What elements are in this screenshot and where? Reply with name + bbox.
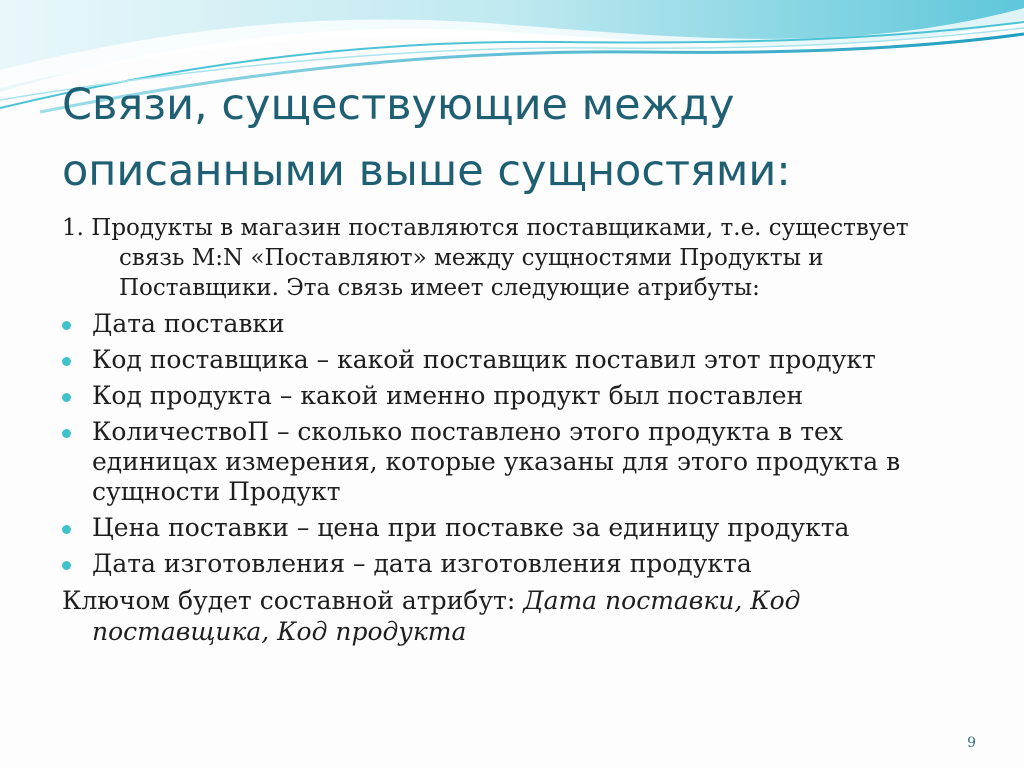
list-item: [62, 309, 962, 339]
list-item: [62, 381, 962, 411]
list-item: [62, 345, 962, 375]
page-number: 9: [967, 735, 976, 751]
composite-key-note: [62, 585, 962, 647]
bullet-dot-icon: [62, 393, 71, 402]
slide-content: [62, 213, 962, 647]
attribute-list: [62, 309, 962, 579]
bullet-dot-icon: [62, 321, 71, 330]
list-item-text: Код поставщика – какой поставщик поставил этот продукт: [92, 345, 876, 374]
list-item-text: Дата поставки: [92, 309, 285, 338]
bullet-dot-icon: [62, 525, 71, 534]
slide-title: Связи, существующие между описанными выше сущностями:: [62, 80, 791, 196]
key-prefix: Ключом будет составной атрибут:: [62, 586, 524, 615]
list-item-text: Дата изготовления – дата изготовления продукта: [92, 549, 752, 578]
list-item: [62, 417, 962, 507]
bullet-dot-icon: [62, 429, 71, 438]
list-item-text: КоличествоП – сколько поставлено этого продукта в тех единицах измерения, которые указаны для этого продукта в сущности Продукт: [92, 417, 901, 506]
list-item: [62, 549, 962, 579]
key-value: Дата поставки, Код поставщика, Код продукта: [92, 586, 801, 646]
list-item-text: Цена поставки – цена при поставке за единицу продукта: [92, 513, 850, 542]
list-item-text: Код продукта – какой именно продукт был поставлен: [92, 381, 804, 410]
bullet-dot-icon: [62, 561, 71, 570]
list-item: [62, 513, 962, 543]
numbered-item: 1. Продукты в магазин поставляются поставщиками, т.е. существует связь M:N «Поставляют» между сущностями Продукты и Поставщики. Эта связь имеет следующие атрибуты:: [62, 215, 909, 301]
bullet-dot-icon: [62, 357, 71, 366]
